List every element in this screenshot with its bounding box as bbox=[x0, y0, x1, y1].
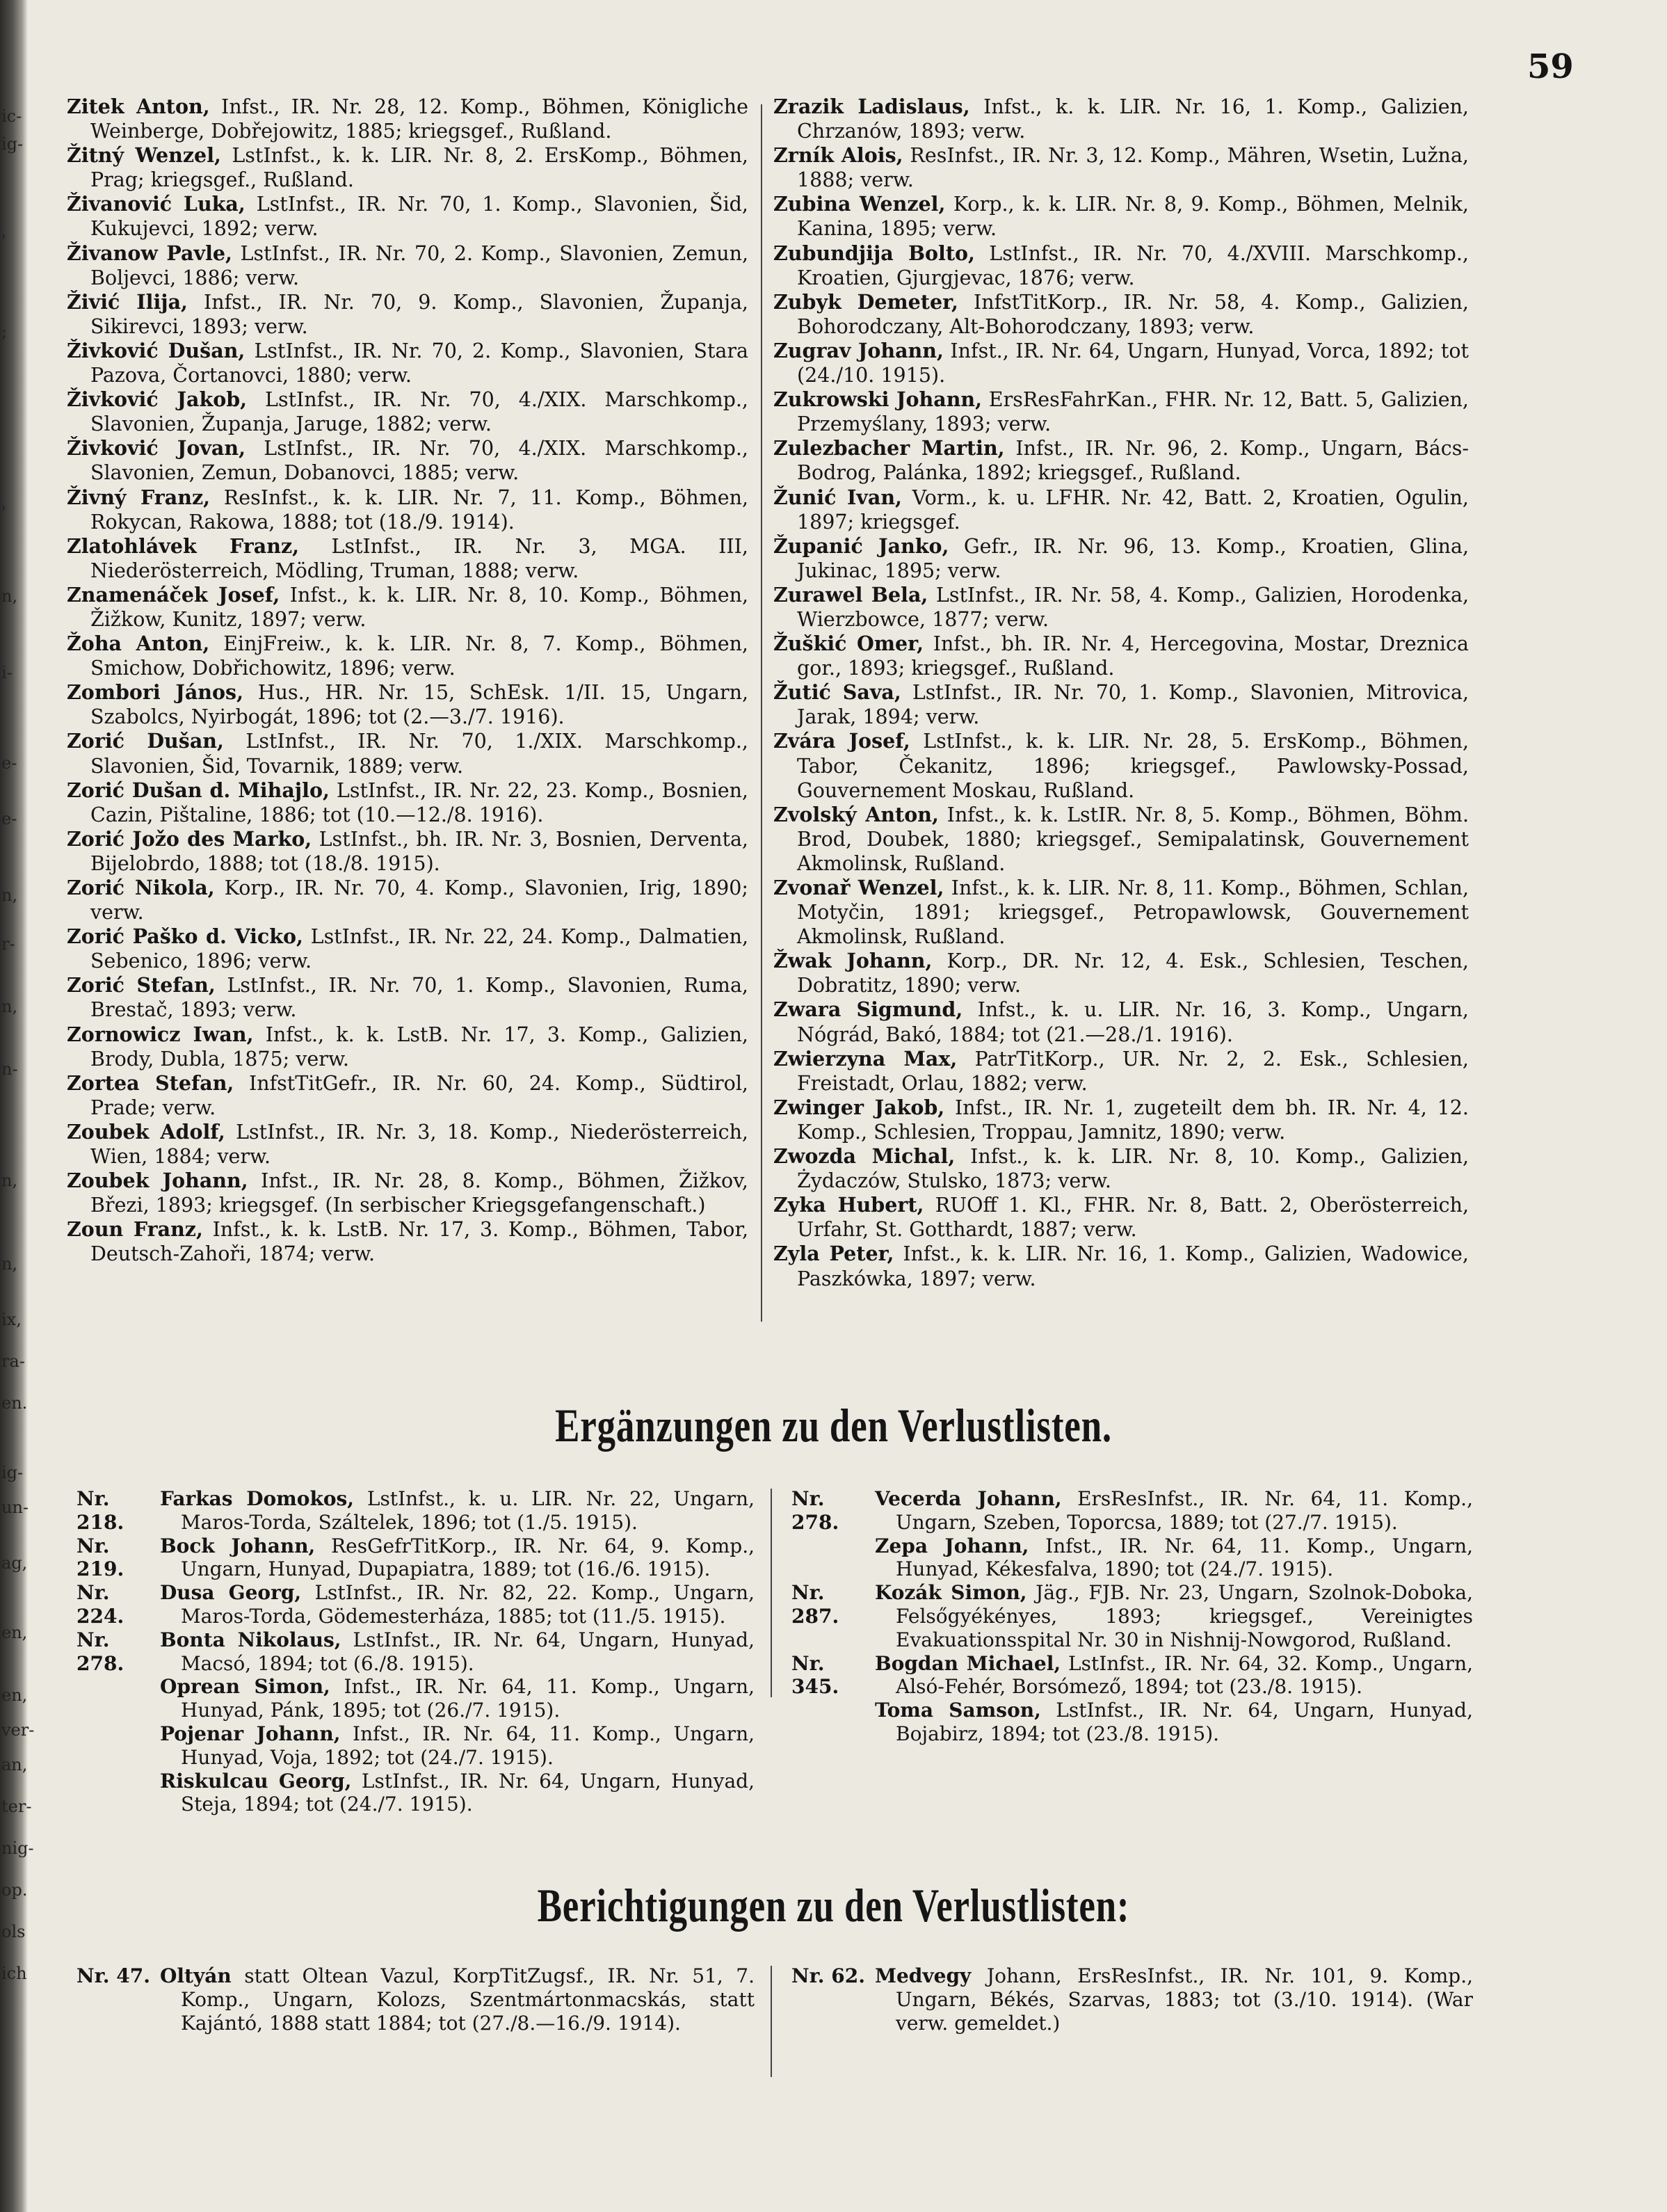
entry-details: LstInfst., k. k. LIR. Nr. 8, 2. ErsKomp., Böhmen, Prag; kriegsgef., Rußland. bbox=[90, 144, 748, 192]
soldier-name: Zorić Dušan d. Mihajlo, bbox=[67, 778, 330, 802]
list-number: Nr. 345. bbox=[791, 1651, 839, 1699]
casualty-entry bbox=[773, 387, 1469, 436]
soldier-name: Zvára Josef, bbox=[773, 729, 910, 753]
soldier-name: Žutić Sava, bbox=[773, 680, 901, 705]
soldier-name: Živković Dušan, bbox=[67, 338, 245, 362]
margin-fragment: ra- bbox=[1, 1352, 25, 1371]
corrections-right-column bbox=[791, 1964, 1473, 2035]
casualty-entry bbox=[67, 143, 748, 192]
list-entry bbox=[791, 1534, 1473, 1582]
casualty-entry bbox=[67, 534, 748, 583]
list-number bbox=[76, 1675, 160, 1722]
soldier-name: Zorić Stefan, bbox=[67, 973, 216, 997]
list-entry bbox=[791, 1487, 1473, 1534]
soldier-name: Zoubek Johann, bbox=[67, 1169, 248, 1193]
entry-details: LstInfst., k. k. LIR. Nr. 28, 5. ErsKomp., Böhmen, Tabor, Čekanitz, 1896; kriegsgef., Pawlowsky-Possad, Gouvernement Moskau, Rußland. bbox=[797, 730, 1469, 802]
entry-body bbox=[160, 1628, 755, 1676]
list-entry bbox=[76, 1581, 755, 1628]
casualty-entry bbox=[773, 143, 1469, 192]
list-number bbox=[76, 1722, 160, 1770]
entry-details: LstInfst., IR. Nr. 70, 2. Komp., Slavonien, Zemun, Boljevci, 1886; verw. bbox=[90, 241, 748, 289]
entry-details: LstInfst., IR. Nr. 3, MGA. III, Niederösterreich, Mödling, Truman, 1888; verw. bbox=[90, 534, 748, 582]
entry-details: Johann, ErsResInfst., IR. Nr. 101, 9. Komp., Ungarn, Békés, Szarvas, 1883; tot (3./10. 1914). (War verw. gemeldet.) bbox=[896, 1964, 1473, 2035]
casualty-entry bbox=[773, 680, 1469, 729]
list-entry bbox=[76, 1628, 755, 1676]
casualty-entry bbox=[773, 534, 1469, 583]
margin-fragment: n, bbox=[1, 586, 18, 606]
casualty-entry bbox=[773, 1096, 1469, 1144]
entry-details: Korp., DR. Nr. 12, 4. Esk., Schlesien, Teschen, Dobratitz, 1890; verw. bbox=[797, 949, 1469, 997]
supplements-left-column bbox=[76, 1487, 755, 1816]
soldier-name: Bonta Nikolaus, bbox=[160, 1628, 341, 1651]
entry-details: LstInfst., IR. Nr. 82, 22. Komp., Ungarn, Maros-Torda, Gödemesterháza, 1885; tot (11./5. 1915). bbox=[181, 1581, 755, 1628]
entry-details: LstInfst., bh. IR. Nr. 3, Bosnien, Derventa, Bijelobrdo, 1888; tot (18./8. 1915). bbox=[90, 827, 748, 875]
entry-details: Korp., k. k. LIR. Nr. 8, 9. Komp., Böhmen, Melnik, Kanina, 1895; verw. bbox=[797, 193, 1469, 241]
entry-details: LstInfst., IR. Nr. 22, 24. Komp., Dalmatien, Sebenico, 1896; verw. bbox=[90, 925, 749, 973]
casualty-entry bbox=[67, 827, 748, 876]
entry-details: Infst., IR. Nr. 64, Ungarn, Hunyad, Vorca, 1892; tot (24./10. 1915). bbox=[797, 339, 1469, 387]
entry-details: LstInfst., IR. Nr. 70, 4./XVIII. Marschkomp., Kroatien, Gjurgjevac, 1876; verw. bbox=[797, 241, 1469, 289]
soldier-name: Žunić Ivan, bbox=[773, 485, 902, 509]
entry-details: Infst., k. k. LstB. Nr. 17, 3. Komp., Galizien, Brody, Dubla, 1875; verw. bbox=[90, 1023, 748, 1071]
entry-details: Korp., IR. Nr. 70, 4. Komp., Slavonien, Irig, 1890; verw. bbox=[90, 876, 749, 924]
entry-details: ErsResInfst., IR. Nr. 64, 11. Komp., Ungarn, Szeben, Toporcsa, 1889; tot (27./7. 1915). bbox=[896, 1487, 1473, 1534]
soldier-name: Zukrowski Johann, bbox=[773, 387, 983, 412]
margin-fragment: ver- bbox=[1, 1720, 35, 1740]
soldier-name: Kozák Simon, bbox=[875, 1581, 1027, 1605]
entry-body bbox=[160, 1964, 755, 2035]
entry-body bbox=[160, 1534, 755, 1582]
entry-details: ResInfst., IR. Nr. 3, 12. Komp., Mähren, Wsetin, Lužna, 1888; verw. bbox=[797, 144, 1469, 192]
soldier-name: Zvonař Wenzel, bbox=[773, 876, 944, 899]
margin-fragment: ig- bbox=[1, 1463, 24, 1482]
entry-details: LstInfst., IR. Nr. 70, 2. Komp., Slavonien, Stara Pazova, Čortanovci, 1880; verw. bbox=[90, 339, 749, 387]
soldier-name: Vecerda Johann, bbox=[875, 1487, 1062, 1510]
margin-fragment: n, bbox=[1, 1254, 18, 1274]
margin-fragment: i- bbox=[1, 663, 13, 682]
soldier-name: Živanow Pavle, bbox=[67, 241, 232, 265]
entry-body bbox=[875, 1652, 1473, 1699]
margin-fragment: ' bbox=[1, 232, 6, 251]
entry-details: Infst., IR. Nr. 28, 8. Komp., Böhmen, Žižkov, Březi, 1893; kriegsgef. (In serbischer Kriegsgefangenschaft.) bbox=[90, 1169, 748, 1217]
list-number: Nr. 219. bbox=[76, 1534, 124, 1581]
entry-details: LstInfst., IR. Nr. 70, 4./XIX. Marschkomp., Slavonien, Županja, Jaruge, 1882; verw. bbox=[90, 388, 748, 436]
entry-details: Infst., bh. IR. Nr. 4, Hercegovina, Mostar, Dreznica gor., 1893; kriegsgef., Rußland. bbox=[797, 632, 1469, 680]
soldier-name: Zornowicz Iwan, bbox=[67, 1022, 254, 1046]
supplements-divider bbox=[771, 1489, 772, 1697]
margin-fragment: ols bbox=[1, 1922, 26, 1941]
entry-details: PatrTitKorp., UR. Nr. 2, 2. Esk., Schlesien, Freistadt, Orlau, 1882; verw. bbox=[797, 1047, 1469, 1095]
casualty-entry bbox=[67, 632, 748, 680]
soldier-name: Riskulcau Georg, bbox=[160, 1769, 352, 1793]
soldier-name: Zorić Jožo des Marko, bbox=[67, 826, 312, 851]
list-number: Nr. 62. bbox=[791, 1964, 865, 1987]
margin-fragment: ix, bbox=[1, 1310, 22, 1329]
soldier-name: Zorić Nikola, bbox=[67, 876, 215, 899]
casualty-entry bbox=[67, 339, 748, 387]
entry-details: Hus., HR. Nr. 15, SchEsk. 1/II. 15, Ungarn, Szabolcs, Nyirbogát, 1896; tot (2.—3./7. 1916). bbox=[90, 681, 748, 729]
entry-details: InfstTitKorp., IR. Nr. 58, 4. Komp., Galizien, Bohorodczany, Alt-Bohorodczany, 1893; verw. bbox=[797, 290, 1469, 338]
soldier-name: Pojenar Johann, bbox=[160, 1722, 341, 1745]
margin-fragment: ' bbox=[1, 503, 6, 522]
corrections-left-column bbox=[76, 1964, 755, 2035]
soldier-name: Živić Ilija, bbox=[67, 289, 188, 314]
soldier-name: Bock Johann, bbox=[160, 1534, 316, 1557]
entry-details: Infst., k. k. LstB. Nr. 17, 3. Komp., Böhmen, Tabor, Deutsch-Zahoři, 1874; verw. bbox=[90, 1218, 748, 1266]
casualty-entry bbox=[773, 1047, 1469, 1096]
soldier-name: Zwierzyna Max, bbox=[773, 1046, 958, 1071]
entry-details: ResGefrTitKorp., IR. Nr. 64, 9. Komp., Ungarn, Hunyad, Dupapiatra, 1889; tot (16./6. 1915). bbox=[181, 1534, 755, 1581]
list-entry bbox=[76, 1487, 755, 1534]
soldier-name: Zrník Alois, bbox=[773, 143, 903, 168]
casualty-entry bbox=[67, 241, 748, 290]
casualty-entry bbox=[773, 583, 1469, 632]
soldier-name: Zubina Wenzel, bbox=[773, 192, 946, 216]
soldier-name: Zubundjija Bolto, bbox=[773, 241, 975, 265]
left-column-casualty-list bbox=[67, 95, 748, 1267]
entry-details: Infst., IR. Nr. 70, 9. Komp., Slavonien, Županja, Sikirevci, 1893; verw. bbox=[90, 290, 748, 338]
list-entry bbox=[791, 1964, 1473, 2035]
soldier-name: Živković Jovan, bbox=[67, 436, 246, 460]
entry-details: LstInfst., IR. Nr. 58, 4. Komp., Galizien, Horodenka, Wierzbowce, 1877; verw. bbox=[797, 583, 1469, 631]
casualty-entry bbox=[67, 583, 748, 632]
soldier-name: Zyla Peter, bbox=[773, 1242, 894, 1266]
entry-details: InfstTitGefr., IR. Nr. 60, 24. Komp., Südtirol, Prade; verw. bbox=[90, 1071, 748, 1119]
casualty-entry bbox=[67, 729, 748, 778]
soldier-name: Zorić Paško d. Vicko, bbox=[67, 924, 303, 949]
list-number: Nr. 278. bbox=[76, 1628, 124, 1675]
soldier-name: Zugrav Johann, bbox=[773, 338, 944, 362]
soldier-name: Zyka Hubert, bbox=[773, 1193, 924, 1217]
casualty-entry bbox=[67, 486, 748, 534]
casualty-entry bbox=[773, 997, 1469, 1046]
entry-body bbox=[160, 1770, 755, 1817]
page-number: 59 bbox=[1527, 47, 1574, 86]
soldier-name: Oprean Simon, bbox=[160, 1675, 330, 1699]
entry-details: ErsResFahrKan., FHR. Nr. 12, Batt. 5, Galizien, Przemyślany, 1893; verw. bbox=[797, 388, 1469, 436]
margin-fragment: e- bbox=[1, 809, 17, 828]
casualty-entry bbox=[773, 436, 1469, 485]
casualty-entry bbox=[773, 876, 1469, 949]
casualty-entry bbox=[773, 729, 1469, 802]
entry-details: LstInfst., IR. Nr. 70, 1. Komp., Slavonien, Šid, Kukujevci, 1892; verw. bbox=[90, 193, 748, 241]
entry-details: Infst., k. k. LIR. Nr. 16, 1. Komp., Galizien, Chrzanów, 1893; verw. bbox=[797, 95, 1469, 143]
entry-details: LstInfst., IR. Nr. 70, 4./XIX. Marschkomp., Slavonien, Zemun, Dobanovci, 1885; verw. bbox=[90, 437, 748, 485]
entry-body bbox=[160, 1722, 755, 1770]
list-entry bbox=[76, 1722, 755, 1770]
soldier-name: Zvolský Anton, bbox=[773, 802, 939, 826]
casualty-entry bbox=[67, 1120, 748, 1169]
corrections-divider bbox=[771, 1966, 772, 2077]
entry-details: Infst., k. k. LIR. Nr. 8, 10. Komp., Galizien, Żydaczów, Stulsko, 1873; verw. bbox=[797, 1145, 1469, 1193]
margin-fragment: ag, bbox=[1, 1553, 28, 1573]
entry-details: LstInfst., k. u. LIR. Nr. 22, Ungarn, Maros-Torda, Száltelek, 1896; tot (1./5. 1915). bbox=[181, 1487, 755, 1534]
soldier-name: Oltyán bbox=[160, 1964, 232, 1987]
soldier-name: Zwinger Jakob, bbox=[773, 1095, 945, 1119]
margin-fragment: n- bbox=[1, 1059, 18, 1079]
entry-details: Vorm., k. u. LFHR. Nr. 42, Batt. 2, Kroatien, Ogulin, 1897; kriegsgef. bbox=[797, 486, 1469, 534]
soldier-name: Znamenáček Josef, bbox=[67, 582, 280, 607]
casualty-entry bbox=[67, 680, 748, 729]
entry-details: Gefr., IR. Nr. 96, 13. Komp., Kroatien, Glina, Jukinac, 1895; verw. bbox=[797, 534, 1469, 582]
entry-details: LstInfst., IR. Nr. 70, 1./XIX. Marschkomp., Slavonien, Šid, Tovarnik, 1889; verw. bbox=[90, 730, 748, 778]
entry-details: Infst., IR. Nr. 64, 11. Komp., Ungarn, Hunyad, Kékesfalva, 1890; tot (24./7. 1915). bbox=[896, 1534, 1474, 1581]
entry-details: Infst., IR. Nr. 64, 11. Komp., Ungarn, Hunyad, Voja, 1892; tot (24./7. 1915). bbox=[181, 1722, 755, 1769]
list-number bbox=[76, 1770, 160, 1817]
casualty-entry bbox=[773, 1193, 1469, 1242]
list-number: Nr. 278. bbox=[791, 1487, 839, 1534]
entry-body bbox=[875, 1534, 1473, 1582]
entry-details: Infst., k. k. LIR. Nr. 16, 1. Komp., Galizien, Wadowice, Paszkówka, 1897; verw. bbox=[797, 1242, 1469, 1290]
entry-details: Infst., k. k. LstIR. Nr. 8, 5. Komp., Böhmen, Böhm. Brod, Doubek, 1880; kriegsgef., Semipalatinsk, Gouvernement Akmolinsk, Rußland. bbox=[797, 803, 1469, 875]
margin-fragment: en, bbox=[1, 1685, 28, 1705]
margin-fragment: en, bbox=[1, 1623, 28, 1642]
entry-body bbox=[875, 1964, 1473, 2035]
soldier-name: Zitek Anton, bbox=[67, 95, 210, 118]
casualty-entry bbox=[773, 241, 1469, 290]
list-entry bbox=[791, 1581, 1473, 1651]
casualty-entry bbox=[67, 436, 748, 485]
entry-details: Infst., IR. Nr. 28, 12. Komp., Böhmen, Königliche Weinberge, Dobřejowitz, 1885; kriegsgef., Rußland. bbox=[90, 95, 748, 143]
casualty-entry bbox=[773, 1144, 1469, 1193]
list-number: Nr. 47. bbox=[76, 1964, 150, 1987]
casualty-entry bbox=[773, 339, 1469, 387]
margin-fragment: nig- bbox=[1, 1838, 34, 1858]
soldier-name: Dusa Georg, bbox=[160, 1581, 302, 1605]
entry-details: LstInfst., IR. Nr. 64, Ungarn, Hunyad, Macsó, 1894; tot (6./8. 1915). bbox=[181, 1628, 755, 1675]
list-number bbox=[791, 1699, 875, 1746]
list-number: Nr. 224. bbox=[76, 1581, 124, 1628]
casualty-entry bbox=[773, 290, 1469, 339]
soldier-name: Zulezbacher Martin, bbox=[773, 436, 1005, 460]
soldier-name: Zlatohlávek Franz, bbox=[67, 534, 300, 558]
soldier-name: Farkas Domokos, bbox=[160, 1487, 355, 1510]
casualty-entry bbox=[773, 949, 1469, 997]
soldier-name: Žoha Anton, bbox=[67, 632, 210, 656]
entry-details: Infst., k. k. LIR. Nr. 8, 10. Komp., Böhmen, Žižkow, Kunitz, 1897; verw. bbox=[90, 583, 749, 631]
corrections-heading: Berichtigungen zu den Verlustlisten: bbox=[537, 1879, 1130, 1932]
entry-body bbox=[875, 1581, 1473, 1651]
soldier-name: Medvegy bbox=[875, 1964, 972, 1987]
soldier-name: Zwara Sigmund, bbox=[773, 997, 963, 1022]
list-number: Nr. 218. bbox=[76, 1487, 124, 1534]
margin-fragment: n, bbox=[1, 1171, 18, 1190]
casualty-entry bbox=[67, 876, 748, 924]
soldier-name: Bogdan Michael, bbox=[875, 1651, 1061, 1675]
margin-fragment: op. bbox=[1, 1880, 28, 1900]
soldier-name: Živný Franz, bbox=[67, 485, 211, 509]
casualty-entry bbox=[67, 192, 748, 241]
entry-body bbox=[875, 1699, 1473, 1746]
soldier-name: Zubyk Demeter, bbox=[773, 289, 958, 314]
casualty-entry bbox=[773, 632, 1469, 680]
supplements-heading: Ergänzungen zu den Verlustlisten. bbox=[555, 1399, 1112, 1452]
entry-body bbox=[160, 1675, 755, 1722]
right-column-casualty-list bbox=[773, 95, 1469, 1291]
casualty-entry bbox=[67, 973, 748, 1022]
soldier-name: Žitný Wenzel, bbox=[67, 143, 221, 168]
entry-details: ResInfst., k. k. LIR. Nr. 7, 11. Komp., Böhmen, Rokycan, Rakowa, 1888; tot (18./9. 1914). bbox=[90, 486, 749, 534]
casualty-entry bbox=[67, 1217, 748, 1266]
casualty-entry bbox=[67, 1023, 748, 1071]
margin-fragment: r- bbox=[1, 934, 15, 954]
entry-details: LstInfst., IR. Nr. 64, Ungarn, Hunyad, Bojabirz, 1894; tot (23./8. 1915). bbox=[896, 1699, 1473, 1745]
margin-fragment: n, bbox=[1, 885, 18, 905]
list-entry bbox=[76, 1675, 755, 1722]
entry-details: EinjFreiw., k. k. LIR. Nr. 8, 7. Komp., Böhmen, Smichow, Dobřichowitz, 1896; verw. bbox=[90, 632, 748, 680]
margin-fragment: an, bbox=[1, 1755, 28, 1774]
list-entry bbox=[76, 1964, 755, 2035]
margin-fragment: ic- bbox=[1, 106, 22, 126]
list-entry bbox=[791, 1699, 1473, 1746]
entry-details: Infst., k. u. LIR. Nr. 16, 3. Komp., Ungarn, Nógrád, Bakó, 1884; tot (21.—28./1. 1916). bbox=[797, 998, 1469, 1046]
entry-details: LstInfst., IR. Nr. 22, 23. Komp., Bosnien, Cazin, Pištaline, 1886; tot (10.—12./8. 1916). bbox=[90, 778, 748, 826]
list-entry bbox=[76, 1770, 755, 1817]
entry-details: Infst., IR. Nr. 64, 11. Komp., Ungarn, Hunyad, Pánk, 1895; tot (26./7. 1915). bbox=[181, 1675, 755, 1722]
soldier-name: Županić Janko, bbox=[773, 534, 949, 558]
casualty-entry bbox=[67, 1071, 748, 1120]
casualty-entry bbox=[773, 803, 1469, 876]
soldier-name: Zurawel Bela, bbox=[773, 582, 928, 607]
casualty-entry bbox=[67, 924, 748, 973]
soldier-name: Zwozda Michal, bbox=[773, 1144, 956, 1169]
casualty-entry bbox=[67, 95, 748, 143]
margin-fragment: n, bbox=[1, 997, 18, 1016]
soldier-name: Zortea Stefan, bbox=[67, 1071, 234, 1095]
entry-body bbox=[160, 1487, 755, 1534]
supplements-right-column bbox=[791, 1487, 1473, 1746]
soldier-name: Zrazik Ladislaus, bbox=[773, 95, 970, 118]
soldier-name: Toma Samson, bbox=[875, 1699, 1041, 1722]
soldier-name: Zorić Dušan, bbox=[67, 729, 224, 753]
margin-fragment: e- bbox=[1, 753, 17, 773]
entry-details: LstInfst., IR. Nr. 3, 18. Komp., Niederösterreich, Wien, 1884; verw. bbox=[90, 1120, 748, 1169]
margin-fragment: un- bbox=[1, 1498, 29, 1517]
entry-details: LstInfst., IR. Nr. 64, 32. Komp., Ungarn, Alsó-Fehér, Borsómező, 1894; tot (23./8. 1915). bbox=[896, 1651, 1474, 1699]
casualty-entry bbox=[67, 290, 748, 339]
soldier-name: Žuškić Omer, bbox=[773, 632, 924, 656]
entry-details: Infst., k. k. LIR. Nr. 8, 11. Komp., Böhmen, Schlan, Motyčin, 1891; kriegsgef., Petropawlowsk, Gouvernement Akmolinsk, Rußland. bbox=[797, 876, 1469, 949]
casualty-entry bbox=[773, 95, 1469, 143]
entry-body bbox=[160, 1581, 755, 1628]
list-number bbox=[791, 1534, 875, 1582]
casualty-entry bbox=[67, 1169, 748, 1217]
casualty-entry bbox=[67, 778, 748, 827]
entry-details: Infst., IR. Nr. 96, 2. Komp., Ungarn, Bács-Bodrog, Palánka, 1892; kriegsgef., Rußland. bbox=[797, 437, 1469, 485]
margin-fragment: en. bbox=[1, 1393, 28, 1413]
margin-fragment: ter- bbox=[1, 1797, 32, 1816]
casualty-entry bbox=[67, 387, 748, 436]
entry-details: Jäg., FJB. Nr. 23, Ungarn, Szolnok-Doboka, Felsőgyékényes, 1893; kriegsgef., Vereinigtes Evakuationsspital Nr. 30 in Nishnij-Nowgorod, Rußland. bbox=[896, 1581, 1473, 1651]
entry-details: RUOff 1. Kl., FHR. Nr. 8, Batt. 2, Oberösterreich, Urfahr, St. Gotthardt, 1887; verw. bbox=[797, 1194, 1469, 1242]
casualty-entry bbox=[773, 486, 1469, 534]
entry-body bbox=[875, 1487, 1473, 1534]
soldier-name: Zombori János, bbox=[67, 680, 244, 705]
entry-details: Infst., IR. Nr. 1, zugeteilt dem bh. IR. Nr. 4, 12. Komp., Schlesien, Troppau, Jamnitz, 1890; verw. bbox=[797, 1096, 1469, 1144]
soldier-name: Živković Jakob, bbox=[67, 387, 248, 412]
soldier-name: Zepa Johann, bbox=[875, 1534, 1029, 1557]
soldier-name: Zoun Franz, bbox=[67, 1217, 203, 1242]
entry-details: LstInfst., IR. Nr. 64, Ungarn, Hunyad, Steja, 1894; tot (24./7. 1915). bbox=[181, 1769, 755, 1816]
soldier-name: Žwak Johann, bbox=[773, 949, 933, 973]
list-entry bbox=[76, 1534, 755, 1582]
column-divider bbox=[761, 104, 762, 1322]
list-number: Nr. 287. bbox=[791, 1581, 839, 1628]
margin-fragment: ; bbox=[1, 322, 8, 342]
casualty-entry bbox=[773, 192, 1469, 241]
casualty-entry bbox=[773, 1242, 1469, 1290]
entry-details: statt Oltean Vazul, KorpTitZugsf., IR. Nr. 51, 7. Komp., Ungarn, Kolozs, Szentmártonmacskás, statt Kajántó, 1888 statt 1884; tot (27./8.—16./9. 1914). bbox=[181, 1964, 755, 2035]
margin-fragment: ig- bbox=[1, 134, 24, 154]
entry-details: LstInfst., IR. Nr. 70, 1. Komp., Slavonien, Mitrovica, Jarak, 1894; verw. bbox=[797, 681, 1469, 729]
entry-details: LstInfst., IR. Nr. 70, 1. Komp., Slavonien, Ruma, Brestač, 1893; verw. bbox=[90, 974, 748, 1022]
list-entry bbox=[791, 1652, 1473, 1699]
soldier-name: Zoubek Adolf, bbox=[67, 1119, 225, 1144]
margin-fragment: ich bbox=[1, 1964, 27, 1983]
soldier-name: Živanović Luka, bbox=[67, 192, 245, 216]
